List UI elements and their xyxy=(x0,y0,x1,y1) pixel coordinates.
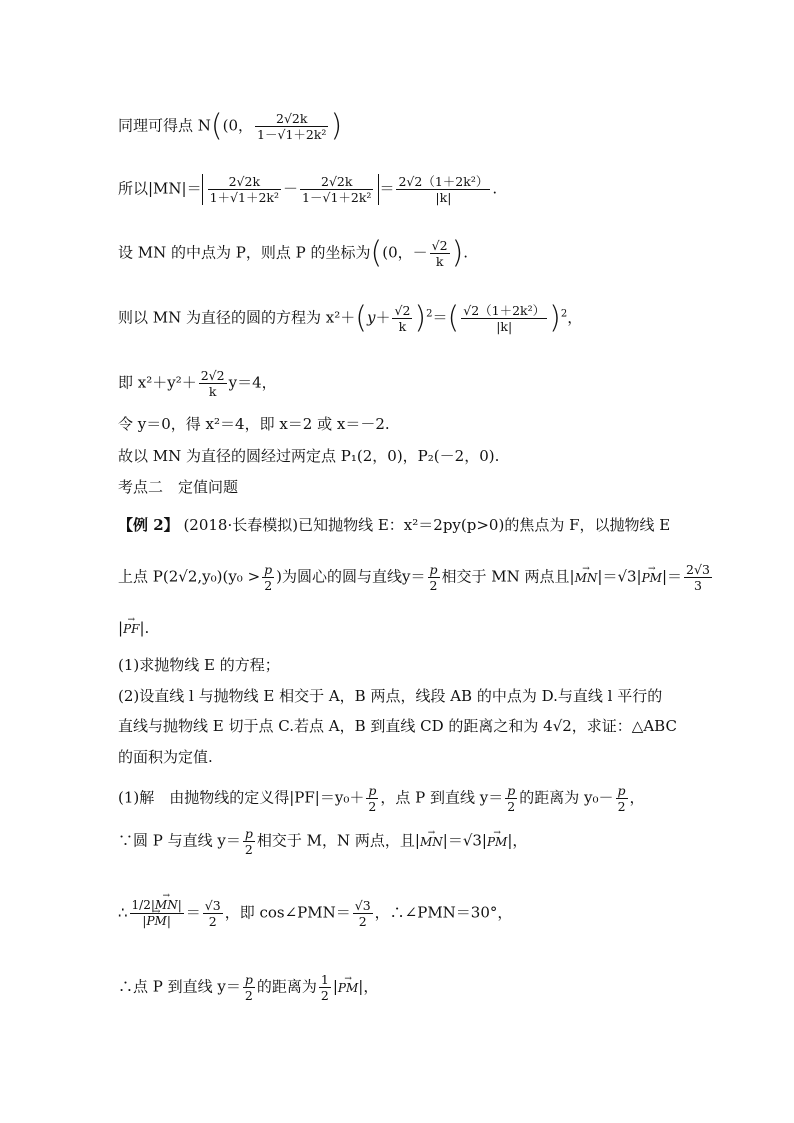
denominator: k xyxy=(392,318,412,334)
solution-line-3 xyxy=(118,898,512,929)
text: ，∴∠PMN＝30°， xyxy=(374,903,513,922)
denominator: 2 xyxy=(243,841,255,857)
text: ，点 P 到直线 y＝ xyxy=(380,788,504,807)
text: ， xyxy=(629,788,645,807)
text: 则以 MN 为直径的圆的方程为 x²＋ xyxy=(118,308,356,327)
text: y＝4， xyxy=(228,373,277,392)
line-10 xyxy=(118,562,714,593)
denominator: 1－√1＋2k² xyxy=(302,190,372,205)
text: 的距离为 xyxy=(256,977,317,996)
numerator: 2√3 xyxy=(686,562,710,577)
paren: ( xyxy=(447,300,460,336)
denominator: 3 xyxy=(684,577,712,593)
text: ＝ xyxy=(432,308,448,327)
text: ∴ xyxy=(118,903,128,922)
text: (1)解 由抛物线的定义得|PF|＝y₀＋ xyxy=(118,788,365,807)
paren: ( xyxy=(370,235,383,271)
fraction xyxy=(199,368,227,399)
denominator: |→ PM| xyxy=(130,913,184,929)
paren: ( xyxy=(210,108,223,144)
numerator: 2√2k xyxy=(321,174,353,189)
line-3 xyxy=(118,235,469,271)
numerator: p xyxy=(264,562,273,577)
text: 即 x²＋y²＋ xyxy=(118,373,197,392)
numerator: √2（1＋2k²） xyxy=(463,303,546,318)
numerator: 1/2|→ MN| xyxy=(130,898,184,913)
line-4 xyxy=(118,300,583,336)
numerator: p xyxy=(244,972,253,987)
fraction xyxy=(208,174,281,205)
paren: ) xyxy=(330,108,343,144)
fraction xyxy=(243,826,255,857)
fraction xyxy=(243,972,255,1003)
fraction xyxy=(255,111,328,142)
numerator: 1 xyxy=(320,972,329,987)
denominator: k xyxy=(430,253,450,269)
text: |， xyxy=(507,831,528,850)
text: |＝√3| xyxy=(597,567,642,586)
text: ＝ xyxy=(185,903,201,922)
text: )为圆心的圆与直线y＝ xyxy=(276,567,426,586)
numerator: √2 xyxy=(394,303,411,318)
denominator: 2 xyxy=(428,577,440,593)
paren: ( xyxy=(355,300,367,336)
vector: → MN xyxy=(420,832,443,852)
denominator: 2 xyxy=(366,798,378,814)
text: . xyxy=(492,179,498,198)
example-label: 【例 2】 xyxy=(118,516,179,534)
numerator: p xyxy=(429,562,438,577)
denominator: 2 xyxy=(505,798,517,814)
fraction xyxy=(262,562,274,593)
fraction xyxy=(203,898,223,929)
text: |＝√3| xyxy=(442,831,487,850)
text: (2018·长春模拟)已知抛物线 E：x²＝2py(p>0)的焦点为 F，以抛物线 E xyxy=(178,516,671,534)
numerator: √2 xyxy=(431,238,448,253)
solution-line-1 xyxy=(118,783,645,814)
text: (0，－ xyxy=(382,243,428,262)
denominator: 1＋√1＋2k² xyxy=(209,190,280,205)
paren: ) xyxy=(549,300,561,336)
vector: → PM xyxy=(146,914,166,929)
fraction xyxy=(396,174,490,205)
vector: → MN xyxy=(155,898,178,913)
text: 设 MN 的中点为 P，则点 P 的坐标为 xyxy=(118,243,371,262)
denominator: k xyxy=(199,383,227,399)
text: 2 xyxy=(426,308,433,320)
line-11 xyxy=(118,618,149,639)
fraction xyxy=(300,174,373,205)
text: 相交于 M，N 两点，且| xyxy=(256,831,420,850)
text: 的距离为 y₀－ xyxy=(519,788,614,807)
fraction xyxy=(430,238,450,269)
fraction xyxy=(392,303,412,334)
question-2-cont: 直线与抛物线 E 切于点 C.若点 A，B 到直线 CD 的距离之和为 4√2，求证：△ABC xyxy=(118,717,677,735)
line-2 xyxy=(118,174,497,205)
question-2: (2)设直线 l 与抛物线 E 相交于 A，B 两点，线段 AB 的中点为 D.与直线 l 平行的 xyxy=(118,687,663,705)
fraction xyxy=(428,562,440,593)
numerator: √3 xyxy=(204,898,221,913)
numerator: √3 xyxy=(354,898,371,913)
numerator: 2√2k xyxy=(276,111,308,126)
text: ， xyxy=(567,308,583,327)
text: (0， xyxy=(222,116,254,135)
vector: → MN xyxy=(575,568,598,588)
denominator: 2 xyxy=(320,988,329,1003)
paren: ) xyxy=(414,300,427,336)
text: ，即 cos∠PMN＝ xyxy=(224,903,351,922)
denominator: 2 xyxy=(616,798,628,814)
fraction xyxy=(319,972,331,1003)
denominator: |k| xyxy=(396,189,490,205)
example-2-title xyxy=(118,515,670,535)
text: | xyxy=(118,619,124,637)
section-heading: 考点二 定值问题 xyxy=(118,478,239,496)
text: . xyxy=(463,243,469,262)
fraction xyxy=(366,783,378,814)
paren: ) xyxy=(451,235,464,271)
denominator: |k| xyxy=(461,318,547,334)
vector: → PM xyxy=(642,568,662,588)
line-6: 令 y＝0，得 x²＝4，即 x＝2 或 x＝－2. xyxy=(118,415,390,433)
vector: → PF xyxy=(123,619,139,639)
text: 所以|MN|＝ xyxy=(118,179,202,198)
numerator: p xyxy=(244,826,253,841)
text: ∵圆 P 与直线 y＝ xyxy=(118,831,241,850)
numerator: p xyxy=(507,783,516,798)
solution-line-4 xyxy=(118,972,378,1003)
text: 1/2 xyxy=(131,898,151,912)
numerator: 2√2（1＋2k²） xyxy=(398,174,489,189)
text: |， xyxy=(358,977,379,996)
text: 相交于 MN 两点且| xyxy=(441,567,575,586)
text: ∴点 P 到直线 y＝ xyxy=(118,977,241,996)
denominator: 1－√1＋2k² xyxy=(257,127,327,142)
question-1: (1)求抛物线 E 的方程； xyxy=(118,656,280,674)
text: 2 xyxy=(560,308,568,320)
line-1 xyxy=(118,108,343,144)
fraction xyxy=(505,783,517,814)
fraction xyxy=(684,562,712,593)
denominator: 2 xyxy=(353,913,373,929)
vector: → PM xyxy=(487,832,507,852)
text: ＋ xyxy=(375,308,391,327)
text: － xyxy=(283,179,299,198)
fraction xyxy=(616,783,628,814)
fraction xyxy=(353,898,373,929)
text: y xyxy=(366,308,376,327)
text: 同理可得点 N xyxy=(118,116,211,135)
text: | xyxy=(332,977,338,996)
numerator: 2√2 xyxy=(200,368,225,383)
fraction xyxy=(130,898,184,929)
line-7: 故以 MN 为直径的圆经过两定点 P₁(2，0)，P₂(－2，0). xyxy=(118,447,500,465)
vector: → PM xyxy=(338,978,358,998)
fraction xyxy=(461,303,547,334)
line-5 xyxy=(118,368,277,399)
abs-value xyxy=(202,174,380,205)
numerator: p xyxy=(368,783,377,798)
question-2-end: 的面积为定值. xyxy=(118,748,213,766)
denominator: 2 xyxy=(262,577,274,593)
text: |. xyxy=(139,619,150,637)
numerator: 2√2k xyxy=(228,174,261,189)
denominator: 2 xyxy=(243,987,255,1003)
denominator: 2 xyxy=(203,913,223,929)
text: |＝ xyxy=(661,567,683,586)
text: ＝ xyxy=(379,179,395,198)
numerator: p xyxy=(617,783,626,798)
text: 上点 P(2√2,y₀)(y₀ > xyxy=(118,567,261,586)
solution-line-2 xyxy=(118,826,527,857)
